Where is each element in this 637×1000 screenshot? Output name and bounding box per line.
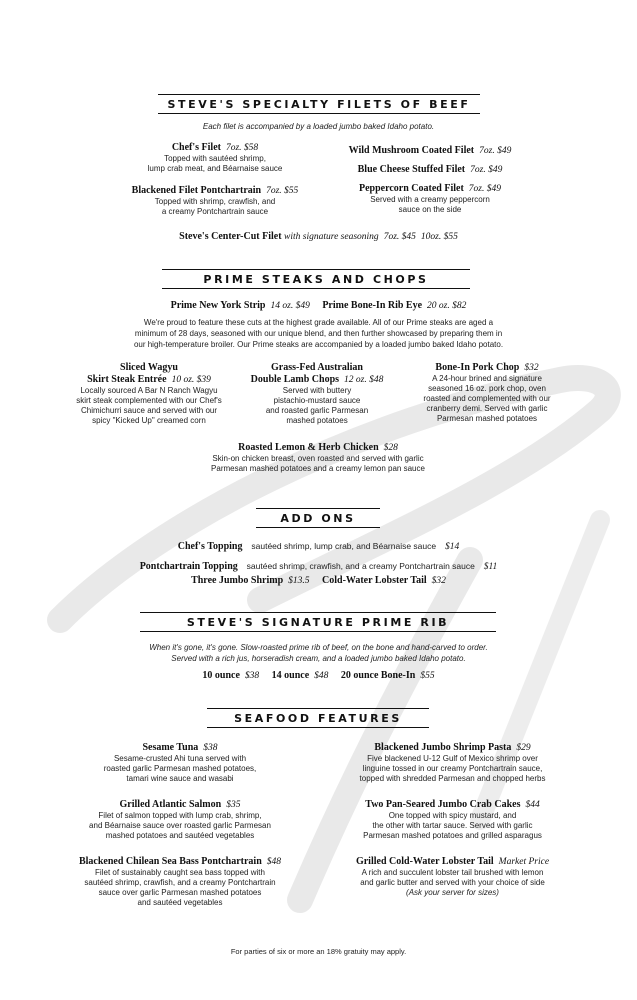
item-desc: sautéed shrimp, crawfish, and a creamy Pontchartrain [84, 878, 276, 887]
item-desc: and sautéed vegetables [137, 898, 223, 907]
item-desc: Filet of sustainably caught sea bass topped with [95, 868, 265, 877]
item-desc: Parmesan mashed potatoes and grilled asparagus [363, 831, 542, 840]
item-price: $29 [516, 743, 531, 753]
item-desc: topped with shredded Parmesan and chopped herbs [359, 774, 546, 783]
item-blackened-filet [95, 185, 335, 217]
item-sea-bass [60, 856, 300, 908]
item-desc: Chimichurri sauce and served with our [80, 406, 218, 415]
item-name: Chef's Topping [177, 541, 243, 552]
addon-shrimp-lobster [0, 575, 637, 587]
item-name: Wild Mushroom Coated Filet [348, 145, 475, 156]
item-desc: Skin-on chicken breast, oven roasted and served with garlic [212, 454, 424, 463]
item-price: $55 [420, 671, 435, 681]
item-shrimp-pasta [325, 742, 580, 784]
item-desc: mashed potatoes and sautéed vegetables [105, 831, 255, 840]
item-name: Grass-Fed Australian [271, 362, 363, 373]
seafood-title: SEAFOOD FEATURES [207, 708, 429, 728]
item-desc: sauce over garlic Parmesan mashed potatoes [98, 888, 262, 897]
item-desc: Five blackened U-12 Gulf of Mexico shrimp over [367, 754, 538, 763]
item-name: Bone-In Pork Chop [435, 362, 520, 373]
steaks-intro-2: minimum of 28 days, seasoned with our unique blend, and then further showcased by preparing them in [134, 329, 503, 338]
item-price: $38 [203, 743, 218, 753]
item-desc: a creamy Pontchartrain sauce [161, 207, 269, 216]
steaks-top-row [0, 300, 637, 312]
item-price: $35 [226, 800, 241, 810]
item-price: 20 oz. $82 [427, 301, 467, 311]
primerib-title: STEVE'S SIGNATURE PRIME RIB [140, 612, 496, 632]
item-desc: Topped with sautéed shrimp, [164, 154, 266, 163]
item-price: 10oz. $55 [420, 232, 458, 242]
item-name: Double Lamb Chops [250, 374, 340, 385]
item-price: $38 [244, 671, 260, 681]
item-name: Chef's Filet [171, 142, 221, 153]
item-seasoning: with signature seasoning [284, 232, 379, 242]
item-price: $11 [483, 562, 498, 572]
item-desc: Served with a creamy peppercorn [370, 195, 490, 204]
item-price: Market Price [498, 857, 550, 867]
item-crab-cakes [325, 799, 580, 841]
item-name: Blackened Jumbo Shrimp Pasta [374, 742, 512, 753]
item-desc: mashed potatoes [286, 416, 348, 425]
item-desc: and roasted garlic Parmesan [265, 406, 369, 415]
item-lamb [232, 362, 402, 426]
item-name: Skirt Steak Entrée [87, 374, 167, 385]
item-name: Pontchartrain Topping [139, 561, 238, 572]
item-name: Two Pan-Seared Jumbo Crab Cakes [365, 799, 521, 810]
item-price: $48 [314, 671, 329, 681]
item-price: 7oz. $49 [470, 165, 503, 175]
item-price: $13.5 [288, 576, 310, 586]
item-desc: spicy "Kicked Up" creamed corn [92, 416, 206, 425]
item-price: 7oz. $58 [225, 143, 259, 153]
item-desc: Sesame-crusted Ahi tuna served with [113, 754, 247, 763]
item-price: 14 oz. $49 [270, 301, 310, 311]
item-desc: cranberry demi. Served with garlic [426, 404, 548, 413]
primerib-sizes [0, 670, 637, 682]
item-desc: Served with buttery [282, 386, 352, 395]
steaks-intro-1: We're proud to feature these cuts at the highest grade available. All of our Prime steaks are aged a [143, 318, 494, 327]
item-name: 10 ounce [202, 670, 240, 681]
item-desc: lump crab meat, and Béarnaise sauce [147, 164, 283, 173]
item-name: 14 ounce [271, 670, 310, 681]
steaks-intro-3: our high-temperature broiler. Our Prime steaks are accompanied by a loaded jumbo baked Idaho potato. [133, 340, 504, 349]
item-pork-chop [402, 362, 572, 424]
item-price: 7oz. $55 [266, 186, 299, 196]
item-desc: sautéed shrimp, lump crab, and Béarnaise sauce [251, 541, 437, 551]
item-lobster-tail [325, 856, 580, 898]
addon-pontchartrain-topping [0, 556, 637, 574]
item-desc: linguine tossed in our creamy Pontchartrain sauce, [362, 764, 543, 773]
item-name: Steve's Center-Cut Filet [179, 231, 282, 242]
item-centercut-filet [0, 231, 637, 243]
item-desc: seasoned 16 oz. pork chop, oven [428, 384, 546, 393]
item-chefs-filet [95, 142, 335, 174]
item-price: $48 [266, 857, 282, 867]
item-mushroom-filet [310, 145, 550, 157]
item-name: Roasted Lemon & Herb Chicken [238, 442, 379, 453]
item-desc: A rich and succulent lobster tail brushed with lemon [361, 868, 544, 877]
item-price: 12 oz. $48 [344, 375, 384, 385]
item-price: 7oz. $45 [383, 232, 416, 242]
item-desc: skirt steak complemented with our Chef's [76, 396, 222, 405]
item-peppercorn-filet [310, 183, 550, 215]
item-name: Cold-Water Lobster Tail [322, 575, 427, 586]
steaks-title: PRIME STEAKS AND CHOPS [162, 269, 470, 289]
item-desc: sautéed shrimp, crawfish, and a creamy Pontchartrain sauce [246, 561, 475, 571]
item-name: Prime Bone-In Rib Eye [322, 300, 423, 311]
primerib-note-2: Served with a rich jus, horseradish cream, and a loaded jumbo baked Idaho potato. [171, 654, 466, 663]
item-desc: tamari wine sauce and wasabi [126, 774, 234, 783]
item-price: $32 [431, 576, 446, 586]
item-price: 10 oz. $39 [171, 375, 211, 385]
addons-title: ADD ONS [256, 508, 380, 528]
filets-title: STEVE'S SPECIALTY FILETS OF BEEF [158, 94, 480, 114]
item-wagyu [64, 362, 234, 426]
item-name: Sesame Tuna [142, 742, 199, 753]
item-desc: and garlic butter and served with your choice of side [360, 878, 545, 887]
item-name: Three Jumbo Shrimp [191, 575, 284, 586]
item-price: $44 [525, 800, 540, 810]
item-name: Grilled Atlantic Salmon [119, 799, 222, 810]
item-desc: roasted garlic Parmesan mashed potatoes, [103, 764, 257, 773]
item-name: Prime New York Strip [170, 300, 266, 311]
item-desc: Parmesan mashed potatoes [436, 414, 538, 423]
item-name: Blue Cheese Stuffed Filet [357, 164, 466, 175]
item-price: 7oz. $49 [468, 184, 501, 194]
item-desc: Topped with shrimp, crawfish, and [154, 197, 276, 206]
item-desc: sauce on the side [398, 205, 462, 214]
item-desc: (Ask your server for sizes) [406, 888, 499, 897]
item-name: Blackened Filet Pontchartrain [131, 185, 262, 196]
item-desc: the other with tartar sauce. Served with garlic [372, 821, 533, 830]
item-name: Grilled Cold-Water Lobster Tail [355, 856, 494, 867]
item-desc: Parmesan mashed potatoes and a creamy lemon pan sauce [211, 464, 425, 473]
item-name: Sliced Wagyu [120, 362, 178, 373]
primerib-note-1: When it's gone, it's gone. Slow-roasted prime rib of beef, on the bone and hand-carved to order. [149, 643, 488, 652]
item-desc: and Béarnaise sauce over roasted garlic Parmesan [89, 821, 271, 830]
item-price: $32 [524, 363, 539, 373]
item-price: $14 [445, 542, 460, 552]
item-sesame-tuna [60, 742, 300, 784]
gratuity-footer: For parties of six or more an 18% gratuity may apply. [230, 947, 407, 956]
item-price: 7oz. $49 [479, 146, 512, 156]
item-bluecheese-filet [310, 164, 550, 176]
item-desc: One topped with spicy mustard, and [388, 811, 517, 820]
addon-chefs-topping [0, 536, 637, 554]
item-desc: Locally sourced A Bar N Ranch Wagyu [80, 386, 218, 395]
item-desc: pistachio-mustard sauce [273, 396, 361, 405]
item-desc: roasted and complemented with our [423, 394, 551, 403]
item-price: $28 [383, 443, 398, 453]
item-atlantic-salmon [60, 799, 300, 841]
item-chicken [118, 442, 518, 474]
item-name: 20 ounce Bone-In [340, 670, 416, 681]
item-name: Blackened Chilean Sea Bass Pontchartrain [78, 856, 262, 867]
item-name: Peppercorn Coated Filet [359, 183, 464, 194]
item-desc: Filet of salmon topped with lump crab, shrimp, [98, 811, 262, 820]
filets-note: Each filet is accompanied by a loaded jumbo baked Idaho potato. [202, 122, 435, 131]
item-desc: A 24-hour brined and signature [432, 374, 542, 383]
